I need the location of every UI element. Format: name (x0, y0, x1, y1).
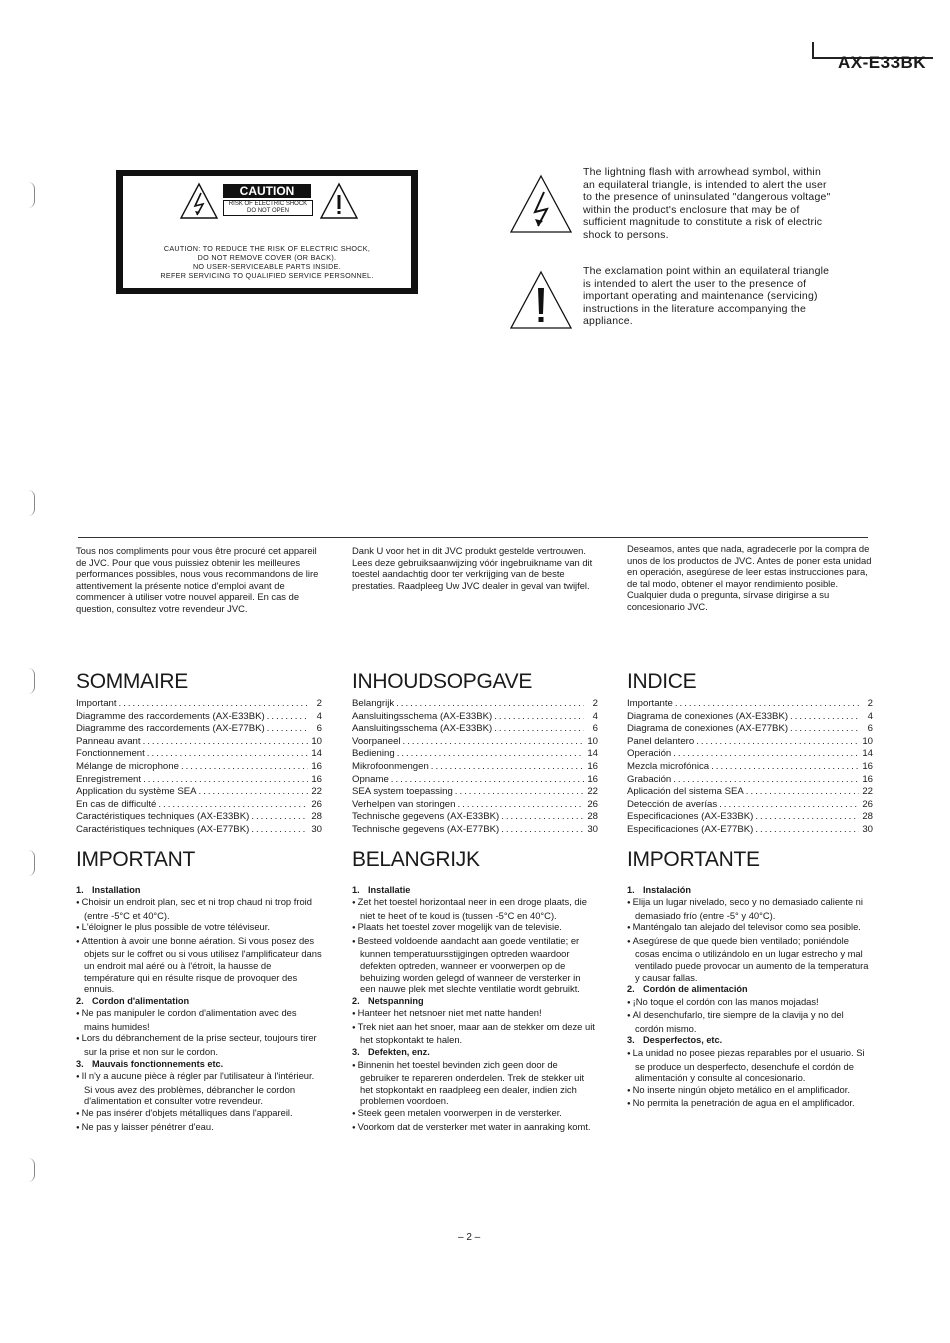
toc-label: Diagramme des raccordements (AX-E33BK) (76, 710, 265, 722)
caution-line: NO USER-SERVICEABLE PARTS INSIDE. (192, 262, 342, 271)
toc-row (76, 736, 322, 749)
section-title-text: Cordon d'alimentation (92, 995, 190, 1006)
toc-leader-dots (403, 736, 584, 749)
toc-label: Bediening (352, 748, 395, 760)
toc-leader-dots (267, 723, 308, 736)
toc-leader-dots (675, 698, 859, 711)
toc-row (627, 761, 873, 774)
margin-mark (28, 1158, 35, 1182)
toc-leader-dots (199, 786, 308, 799)
caution-label: CAUTION (223, 184, 311, 198)
spanish-column (627, 543, 873, 1111)
bullet-item: ● Attention à avoir une bonne aération. Si vous posez des objets sur le coffret ou si vous utilisez l'amplificateur dans un endroit mal aéré ou à l'étroit, la hausse de température qui en résulte risque de provoquer des ennuis. (76, 935, 322, 995)
important-sections (352, 885, 598, 1135)
section-divider (78, 537, 868, 538)
toc-label: Importante (627, 698, 673, 709)
toc-row (76, 799, 322, 812)
toc-row (627, 698, 873, 711)
toc-label: Aansluitingsschema (AX-E33BK) (352, 710, 493, 722)
bullet-item: ● Besteed voldoende aandacht aan goede ventilatie; er kunnen temperatuursstijgingen optreden waardoor defekten optreden, wanneer er voorwerpen op de behuizing worden gelegd of wanneer de versterker in een nauwe plek met slechte ventilatie wordt gebruikt. (352, 935, 598, 995)
bullet-item: ● Voorkom dat de versterker met water in aanraking komt. (352, 1121, 598, 1135)
toc-page-number: 30 (862, 823, 873, 835)
bullet-item: ● Al desenchufarlo, tire siempre de la clavija y no del cordón mismo. (627, 1009, 873, 1034)
toc-page-number: 14 (862, 748, 873, 760)
dutch-column (352, 545, 598, 1134)
bullet-item: ● Trek niet aan het snoer, maar aan de stekker om deze uit het stopkontakt te halen. (352, 1021, 598, 1046)
bullet-item: ● Hanteer het netsnoer niet met natte handen! (352, 1007, 598, 1021)
caution-text (129, 244, 405, 280)
section-title-text: Installation (92, 884, 141, 895)
toc-row (352, 736, 598, 749)
bullet-item: ● Zet het toestel horizontaal neer in een droge plaats, die niet te heet of te koud is (tussen -5°C en 40°C). (352, 896, 598, 921)
section-title-text: Installatie (368, 884, 411, 895)
section-number: 1. (76, 884, 84, 895)
toc-row (352, 723, 598, 736)
toc-leader-dots (457, 799, 584, 812)
toc-page-number: 6 (316, 723, 322, 735)
margin-mark (28, 668, 35, 694)
toc-label: Caractéristiques techniques (AX-E77BK) (76, 823, 250, 835)
caution-box (116, 170, 418, 294)
toc-page-number: 30 (311, 823, 322, 835)
table-of-contents (352, 698, 598, 837)
bullet-item: ● Plaats het toestel zover mogelijk van de televisie. (352, 921, 598, 935)
margin-mark (28, 850, 35, 876)
bullet-item: ● L'éloigner le plus possible de votre téléviseur. (76, 921, 322, 935)
toc-page-number: 4 (867, 710, 873, 722)
toc-leader-dots (181, 761, 308, 774)
toc-label: Opname (352, 773, 389, 785)
toc-page-number: 26 (311, 798, 322, 810)
toc-leader-dots (755, 824, 859, 837)
toc-page-number: 26 (587, 798, 598, 810)
section-title-text: Defekten, enz. (368, 1047, 430, 1058)
section-title-text: Netspanning (368, 995, 424, 1006)
bullet-item: ● Elija un lugar nivelado, seco y no demasiado caliente ni demasiado frío (entre -5° y 40°C). (627, 896, 873, 921)
toc-label: Verhelpen van storingen (352, 798, 456, 810)
section-title (352, 996, 598, 1008)
bullet-item: ● Il n'y a aucune pièce à régler par l'utilisateur à l'intérieur. Si vous avez des problèmes, débrancher le cordon d'alimentation et consulter votre revendeur. (76, 1070, 322, 1107)
toc-page-number: 10 (311, 735, 322, 747)
toc-leader-dots (494, 723, 584, 736)
toc-row (627, 786, 873, 799)
toc-row (627, 748, 873, 761)
section-title (76, 1059, 322, 1071)
page-number: – 2 – (458, 1232, 481, 1243)
bullet-item: ● No permita la penetración de agua en el amplificador. (627, 1097, 873, 1111)
toc-row (76, 774, 322, 787)
lightning-triangle-icon (179, 182, 219, 220)
toc-leader-dots (391, 774, 584, 787)
toc-leader-dots (494, 711, 584, 724)
toc-row (352, 774, 598, 787)
toc-page-number: 4 (316, 710, 322, 722)
bullet-item: ● No inserte ningún objeto metálico en el amplificador. (627, 1084, 873, 1098)
section-title-text: Desperfectos, etc. (643, 1035, 723, 1046)
toc-leader-dots (711, 761, 859, 774)
toc-leader-dots (158, 799, 308, 812)
bullet-item: ● Steek geen metalen voorwerpen in de versterker. (352, 1107, 598, 1121)
toc-label: Belangrijk (352, 698, 395, 709)
toc-label: Diagrama de conexiones (AX-E77BK) (627, 723, 789, 735)
toc-label: Grabación (627, 773, 672, 785)
toc-leader-dots (501, 811, 584, 824)
toc-row (627, 774, 873, 787)
toc-page-number: 16 (311, 773, 322, 785)
toc-label: Fonctionnement (76, 748, 145, 760)
toc-label: En cas de difficulté (76, 798, 157, 810)
toc-page-number: 2 (592, 698, 598, 709)
intro-text: Deseamos, antes que nada, agradecerle por la compra de unos de los productos de JVC. Antes de poner esta unidad en operación, asegúrese de leer estas instrucciones para, de tal modo, obtener el mayor rendimiento posible. Cualquier duda o pregunta, sírvase dirigirse a su concesionario JVC. (627, 543, 872, 612)
toc-label: Operación (627, 748, 672, 760)
section-title-text: Cordón de alimentación (643, 984, 748, 995)
toc-page-number: 16 (862, 773, 873, 785)
lightning-triangle-icon (509, 174, 573, 234)
toc-page-number: 28 (862, 811, 873, 823)
toc-leader-dots (397, 748, 584, 761)
toc-leader-dots (455, 786, 584, 799)
toc-page-number: 22 (311, 786, 322, 798)
important-heading: IMPORTANTE (627, 847, 760, 871)
french-column (76, 545, 322, 1134)
toc-page-number: 22 (862, 786, 873, 798)
table-of-contents (76, 698, 322, 837)
toc-row (352, 811, 598, 824)
toc-label: SEA system toepassing (352, 786, 453, 798)
caution-line: DO NOT REMOVE COVER (OR BACK). (197, 253, 337, 262)
toc-page-number: 2 (867, 698, 873, 709)
section-title (76, 996, 322, 1008)
toc-page-number: 10 (862, 735, 873, 747)
section-number: 1. (627, 884, 635, 895)
exclamation-symbol-explanation: The exclamation point within an equilateral triangle is intended to alert the user to the presence of important operating and maintenance (servicing) instructions in the literature accompanying the appliance. (583, 265, 830, 328)
toc-leader-dots (755, 811, 859, 824)
toc-page-number: 4 (592, 710, 598, 722)
section-title-text: Mauvais fonctionnements etc. (92, 1058, 224, 1069)
section-title (352, 1047, 598, 1059)
toc-page-number: 2 (316, 698, 322, 709)
toc-label: Voorpaneel (352, 735, 401, 747)
bullet-item: ● ¡No toque el cordón con las manos mojadas! (627, 996, 873, 1010)
bullet-item: ● Ne pas manipuler le cordon d'alimentation avec des mains humides! (76, 1007, 322, 1032)
toc-row (76, 698, 322, 711)
toc-label: Aplicación del sistema SEA (627, 786, 744, 798)
toc-row (76, 824, 322, 837)
toc-row (76, 761, 322, 774)
section-number: 1. (352, 884, 360, 895)
toc-label: Aansluitingsschema (AX-E33BK) (352, 723, 493, 735)
toc-page-number: 10 (587, 735, 598, 747)
section-number: 3. (352, 1047, 360, 1058)
toc-page-number: 28 (587, 811, 598, 823)
toc-label: Especificaciones (AX-E77BK) (627, 823, 754, 835)
toc-leader-dots (119, 698, 308, 711)
toc-page-number: 22 (587, 786, 598, 798)
toc-page-number: 6 (592, 723, 598, 735)
toc-row (76, 811, 322, 824)
toc-label: Caractéristiques techniques (AX-E33BK) (76, 811, 250, 823)
toc-leader-dots (673, 774, 859, 787)
table-of-contents (627, 698, 873, 837)
toc-page-number: 26 (862, 798, 873, 810)
toc-label: Mikrofoonmengen (352, 760, 429, 772)
toc-leader-dots (251, 824, 308, 837)
section-title-text: Instalación (643, 884, 691, 895)
bullet-item: ● La unidad no posee piezas reparables por el usuario. Si se produce un desperfecto, desenchufe el cordón de alimentación y consulte al concesionario. (627, 1047, 873, 1084)
toc-label: Mélange de microphone (76, 760, 179, 772)
toc-page-number: 6 (867, 723, 873, 735)
toc-heading: INDICE (627, 670, 697, 693)
toc-label: Panel delantero (627, 735, 695, 747)
toc-page-number: 16 (587, 773, 598, 785)
section-title (627, 885, 873, 897)
intro-text: Tous nos compliments pour vous être procuré cet appareil de JVC. Pour que vous puissiez obtenir les meilleures performances possibles, nous vous recommandons de lire attentivement la présente notice d'emploi avant de commencer à utiliser votre nouvel appareil. En cas de question, consultez votre revendeur JVC. (76, 545, 319, 614)
toc-row (352, 698, 598, 711)
important-sections (76, 885, 322, 1135)
bullet-item: ● Manténgalo tan alejado del televisor como sea posible. (627, 921, 873, 935)
toc-heading: INHOUDSOPGAVE (352, 670, 533, 693)
toc-row (627, 811, 873, 824)
caution-line: CAUTION: TO REDUCE THE RISK OF ELECTRIC SHOCK, (163, 244, 371, 253)
toc-label: Especificaciones (AX-E33BK) (627, 811, 754, 823)
toc-row (76, 723, 322, 736)
toc-leader-dots (251, 811, 308, 824)
toc-leader-dots (719, 799, 859, 812)
toc-label: Panneau avant (76, 735, 141, 747)
toc-label: Enregistrement (76, 773, 142, 785)
toc-row (352, 824, 598, 837)
toc-label: Diagrama de conexiones (AX-E33BK) (627, 710, 789, 722)
toc-page-number: 16 (862, 760, 873, 772)
toc-label: Technische gegevens (AX-E33BK) (352, 811, 500, 823)
important-heading: IMPORTANT (76, 847, 196, 871)
bullet-item: ● Asegúrese de que quede bien ventilado; poniéndole cosas encima o utilizándolo en un lugar estrecho y mal ventilado puede provocar un aumento de la temperatura y causar fallas. (627, 935, 873, 983)
toc-label: Mezcla microfónica (627, 760, 710, 772)
toc-leader-dots (267, 711, 308, 724)
caution-line: REFER SERVICING TO QUALIFIED SERVICE PERSONNEL. (160, 271, 374, 280)
toc-row (352, 799, 598, 812)
toc-page-number: 16 (311, 760, 322, 772)
toc-row (627, 824, 873, 837)
model-number: AX-E33BK (838, 53, 927, 72)
toc-leader-dots (147, 748, 308, 761)
toc-leader-dots (396, 698, 584, 711)
toc-label: Technische gegevens (AX-E77BK) (352, 823, 500, 835)
toc-leader-dots (143, 736, 308, 749)
bullet-item: ● Binnenin het toestel bevinden zich geen door de gebruiker te repareren onderdelen. Trek de stekker uit het stopkontakt en raadpleeg een dealer, indien zich problemen voordoen. (352, 1059, 598, 1107)
section-number: 2. (352, 995, 360, 1006)
bullet-item: ● Ne pas insérer d'objets métalliques dans l'appareil. (76, 1107, 322, 1121)
toc-label: Diagramme des raccordements (AX-E77BK) (76, 723, 265, 735)
toc-leader-dots (790, 723, 859, 736)
toc-page-number: 28 (311, 811, 322, 823)
important-heading: BELANGRIJK (352, 847, 480, 871)
toc-row (76, 748, 322, 761)
lightning-symbol-explanation: The lightning flash with arrowhead symbol, within an equilateral triangle, is intended to alert the user to the presence of uninsulated "dangerous voltage" within the product's enclosure that may be of sufficient magnitude to constitute a risk of electric shock to persons. (583, 166, 831, 241)
toc-row (627, 736, 873, 749)
section-title (76, 885, 322, 897)
toc-leader-dots (673, 748, 859, 761)
toc-leader-dots (143, 774, 308, 787)
margin-mark (28, 182, 35, 208)
important-sections (627, 885, 873, 1111)
toc-page-number: 30 (587, 823, 598, 835)
toc-label: Application du système SEA (76, 786, 197, 798)
toc-label: Detección de averías (627, 798, 718, 810)
intro-text: Dank U voor het in dit JVC produkt gestelde vertrouwen. Lees deze gebruiksaanwijzing vóór ingebruikname van dit toestel aandachtig door ter verkrijging van de beste prestaties. Raadpleeg Uw JVC dealer in geval van twijfel. (352, 545, 593, 591)
bullet-item: ● Lors du débranchement de la prise secteur, toujours tirer sur la prise et non sur le cordon. (76, 1032, 322, 1057)
section-number: 2. (76, 995, 84, 1006)
toc-leader-dots (431, 761, 584, 774)
toc-leader-dots (790, 711, 859, 724)
bullet-item: ● Ne pas y laisser pénétrer d'eau. (76, 1121, 322, 1135)
section-title (352, 885, 598, 897)
toc-leader-dots (696, 736, 859, 749)
caution-sub-label: RISK OF ELECTRIC SHOCK DO NOT OPEN (223, 200, 313, 216)
section-title (627, 1035, 873, 1047)
toc-row (352, 711, 598, 724)
section-number: 3. (627, 1035, 635, 1046)
toc-row (352, 761, 598, 774)
toc-row (76, 711, 322, 724)
section-title (627, 984, 873, 996)
exclamation-triangle-icon (509, 270, 573, 330)
toc-page-number: 16 (587, 760, 598, 772)
toc-leader-dots (746, 786, 859, 799)
exclamation-triangle-icon (319, 182, 359, 220)
toc-row (352, 786, 598, 799)
toc-leader-dots (501, 824, 584, 837)
toc-row (627, 723, 873, 736)
section-number: 2. (627, 984, 635, 995)
margin-mark (28, 490, 35, 516)
toc-heading: SOMMAIRE (76, 670, 188, 693)
toc-row (627, 799, 873, 812)
section-number: 3. (76, 1058, 84, 1069)
toc-label: Important (76, 698, 117, 709)
toc-page-number: 14 (587, 748, 598, 760)
toc-page-number: 14 (311, 748, 322, 760)
toc-row (352, 748, 598, 761)
bullet-item: ● Choisir un endroit plan, sec et ni trop chaud ni trop froid (entre -5°C et 40°C). (76, 896, 322, 921)
toc-row (76, 786, 322, 799)
toc-row (627, 711, 873, 724)
